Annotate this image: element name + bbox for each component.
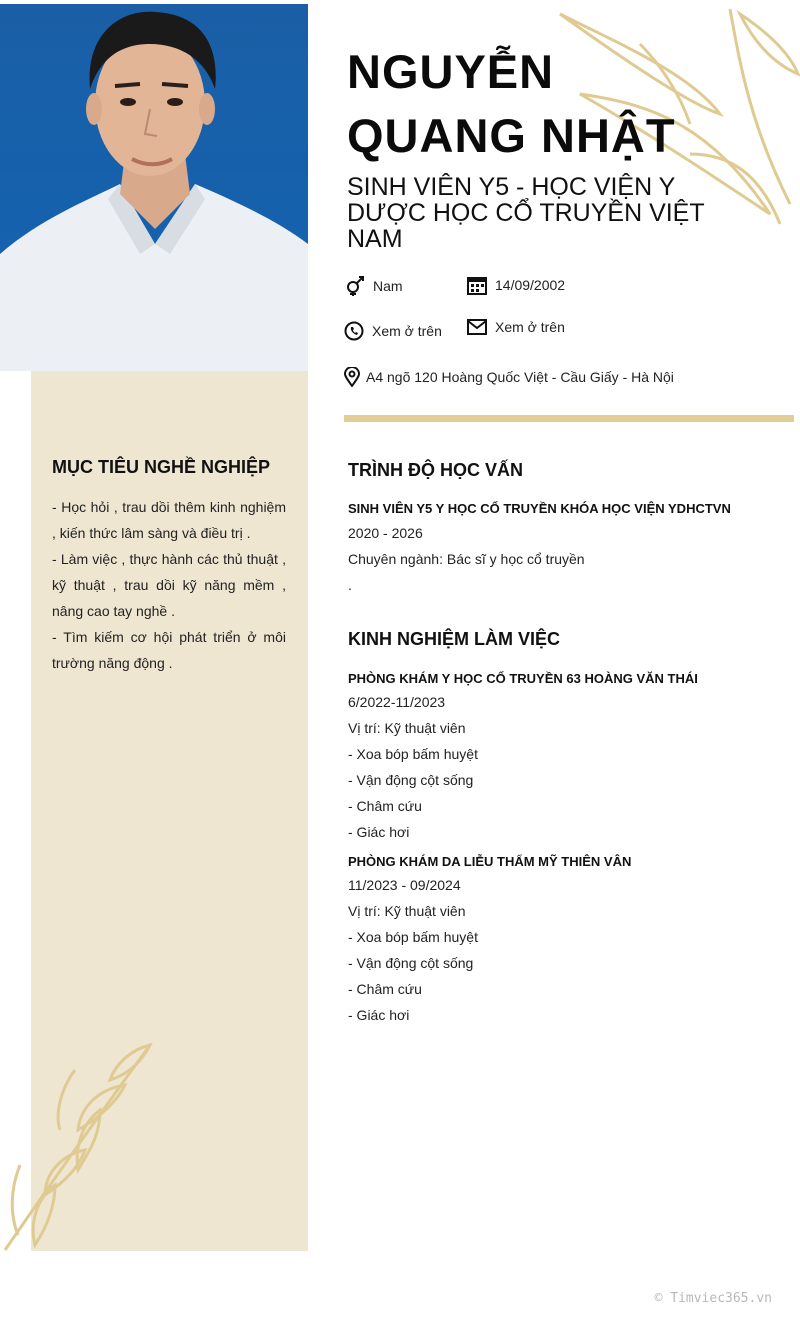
phone-row xyxy=(344,321,442,341)
experience-title: KINH NGHIỆM LÀM VIỆC xyxy=(348,629,561,649)
profile-photo xyxy=(0,4,308,371)
job-position: Vị trí: Kỹ thuật viên xyxy=(348,720,466,736)
email-value: Xem ở trên xyxy=(495,319,565,335)
gender-row xyxy=(345,276,403,296)
education-entry xyxy=(348,499,788,598)
job-period: 6/2022-11/2023 xyxy=(348,694,446,710)
objective-line: - Làm việc , thực hành các thủ thuật , kỹ thuật , trau dồi kỹ năng mềm , nâng cao tay nghề . xyxy=(52,551,286,619)
birthday-row xyxy=(467,275,565,295)
address-row xyxy=(344,367,674,387)
job-task: - Vận động cột sống xyxy=(348,955,474,971)
leaf-decoration-bottom xyxy=(0,1040,160,1255)
education-period: 2020 - 2026 xyxy=(348,525,423,541)
objective-text xyxy=(52,494,286,676)
job-company: PHÒNG KHÁM Y HỌC CỔ TRUYỀN 63 HOÀNG VĂN THÁI xyxy=(348,671,698,686)
job-task: - Vận động cột sống xyxy=(348,772,474,788)
job-entry xyxy=(348,669,788,845)
job-period: 11/2023 - 09/2024 xyxy=(348,877,461,893)
job-entry xyxy=(348,852,788,1028)
name-line-2: QUANG NHẬT xyxy=(347,109,676,162)
location-pin-icon xyxy=(344,367,360,387)
watermark: © Timviec365.vn xyxy=(654,1291,772,1306)
job-task: - Xoa bóp bấm huyệt xyxy=(348,929,478,945)
job-task: - Giác hơi xyxy=(348,824,410,840)
job-title: SINH VIÊN Y5 - HỌC VIỆN Y DƯỢC HỌC CỔ TRUYỀN VIỆT NAM xyxy=(347,173,705,253)
candidate-name xyxy=(347,40,787,168)
education-note: . xyxy=(348,577,352,593)
job-company: PHÒNG KHÁM DA LIỄU THẨM MỸ THIÊN VÂN xyxy=(348,854,632,869)
phone-icon xyxy=(344,321,364,341)
phone-value: Xem ở trên xyxy=(372,323,442,339)
job-position: Vị trí: Kỹ thuật viên xyxy=(348,903,466,919)
job-task: - Xoa bóp bấm huyệt xyxy=(348,746,478,762)
divider-bar xyxy=(344,415,794,422)
job-task: - Châm cứu xyxy=(348,798,422,814)
gender-icon xyxy=(345,276,365,296)
objective-line: - Học hỏi , trau dồi thêm kinh nghiệm , kiến thức lâm sàng và điều trị . xyxy=(52,499,286,541)
gender-value: Nam xyxy=(373,278,403,294)
job-task: - Giác hơi xyxy=(348,1007,410,1023)
email-row xyxy=(467,319,565,335)
job-task: - Châm cứu xyxy=(348,981,422,997)
calendar-icon xyxy=(467,275,487,295)
mail-icon xyxy=(467,319,487,335)
objective-line: - Tìm kiếm cơ hội phát triển ở môi trường năng động . xyxy=(52,629,286,671)
education-major: Chuyên ngành: Bác sĩ y học cổ truyền xyxy=(348,551,585,567)
birthday-value: 14/09/2002 xyxy=(495,277,566,293)
name-line-1: NGUYỄN xyxy=(347,45,555,98)
objective-title: MỤC TIÊU NGHỀ NGHIỆP xyxy=(52,457,271,477)
address-value: A4 ngõ 120 Hoàng Quốc Việt - Cầu Giấy - Hà Nội xyxy=(366,369,674,385)
education-entry-title: SINH VIÊN Y5 Y HỌC CỔ TRUYỀN KHÓA HỌC VIỆN YDHCTVN xyxy=(348,501,731,516)
education-title: TRÌNH ĐỘ HỌC VẤN xyxy=(348,460,523,480)
